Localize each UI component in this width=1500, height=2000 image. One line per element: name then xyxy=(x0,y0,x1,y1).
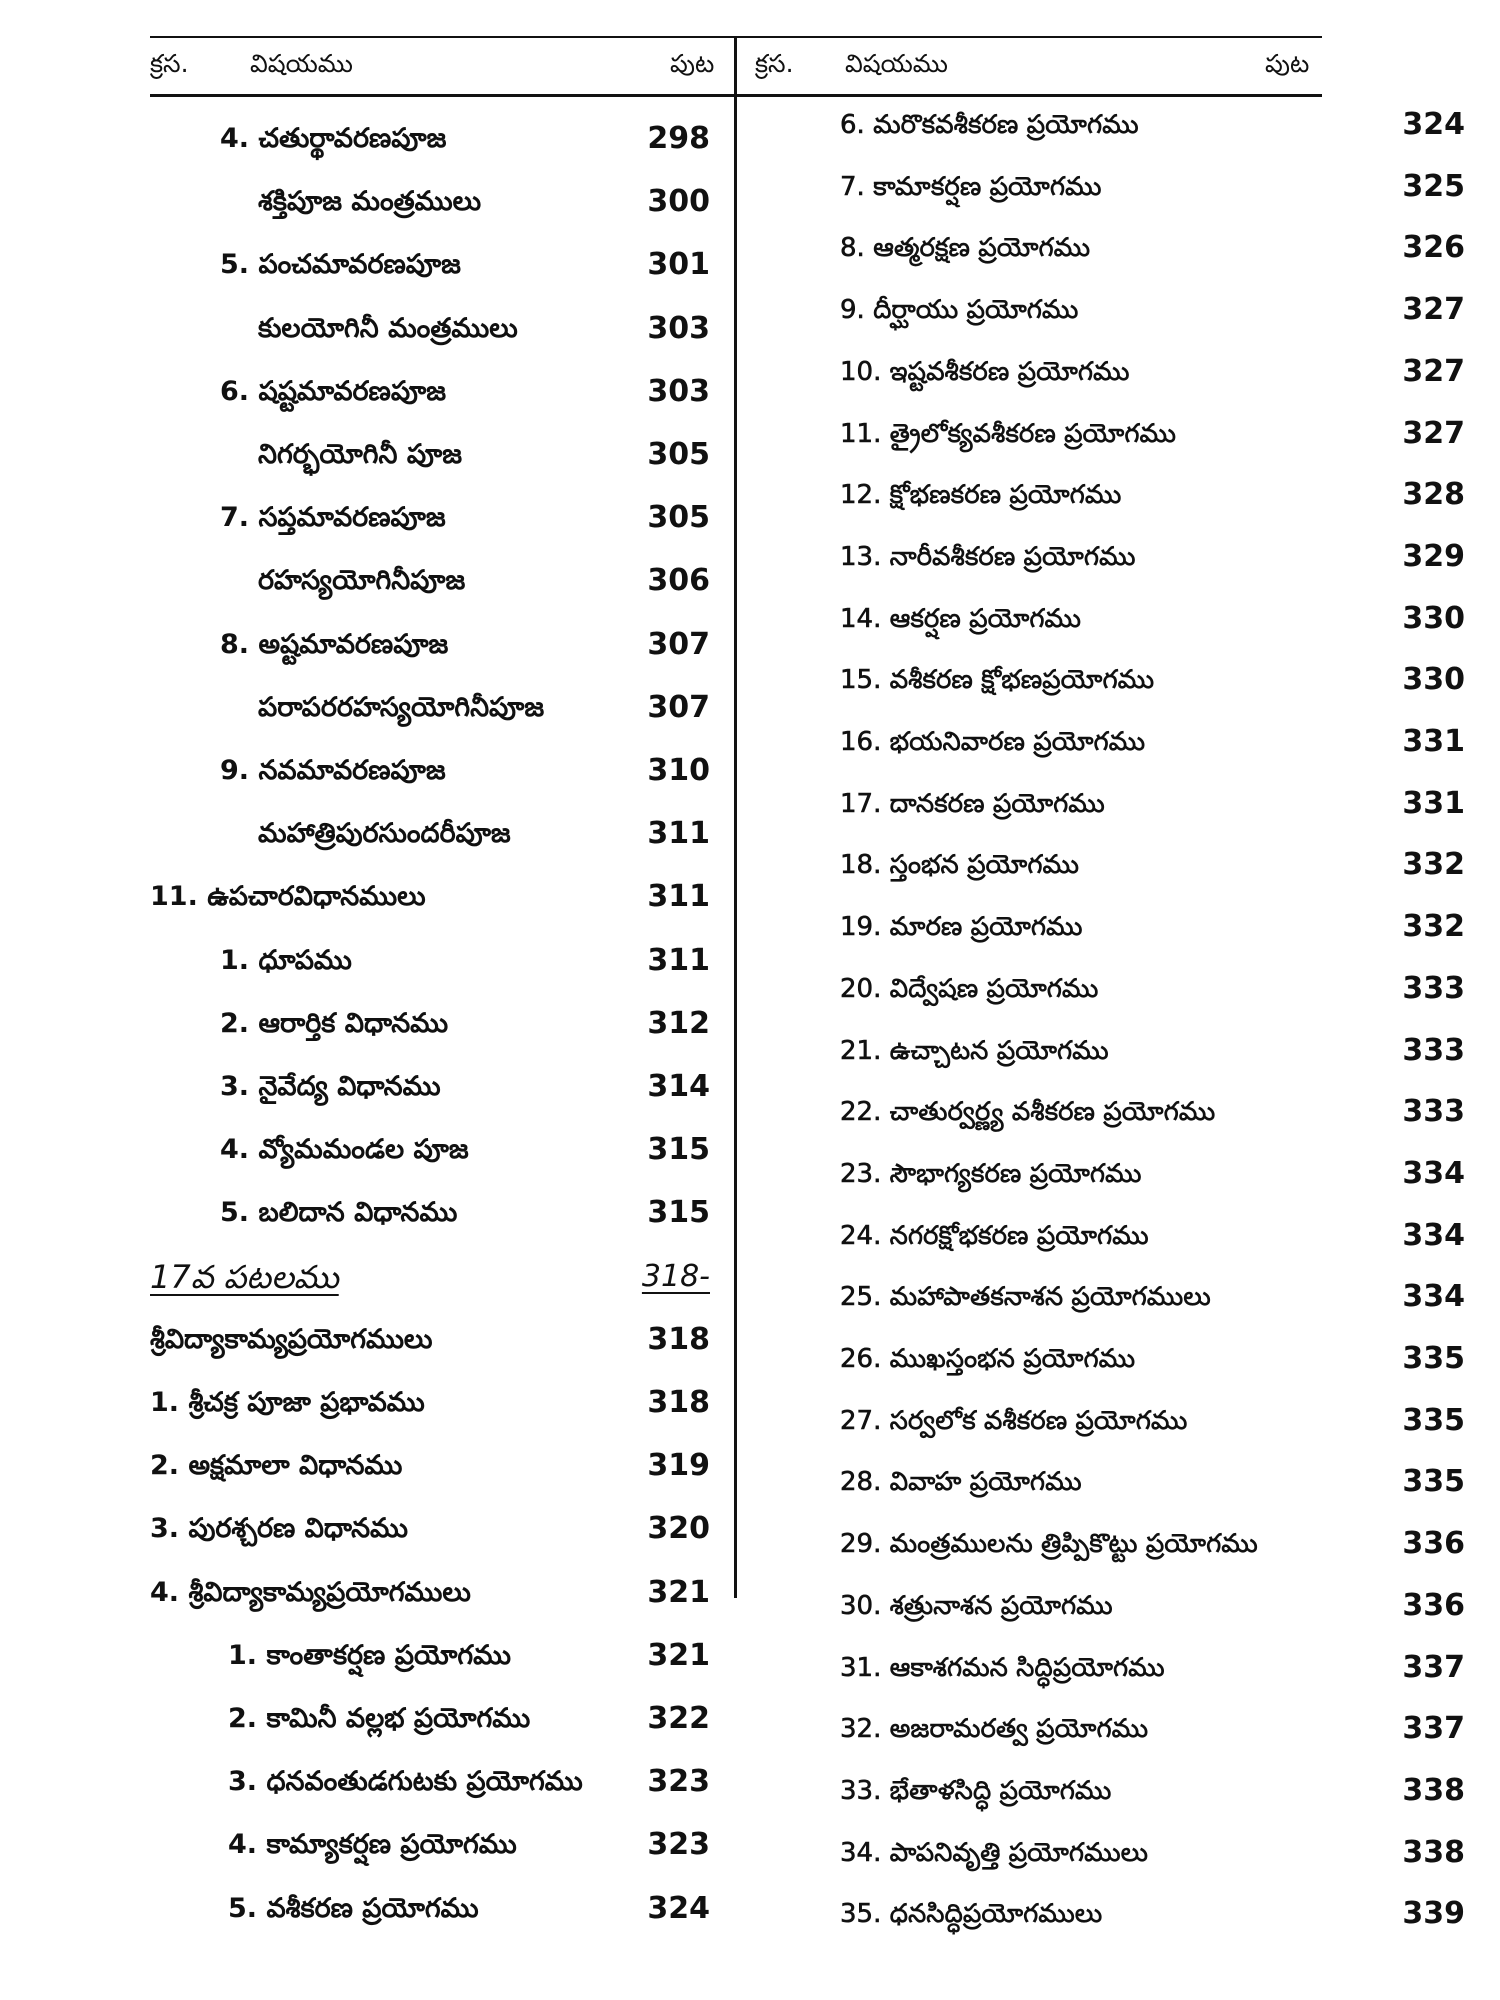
left-sno-header: క్రస. xyxy=(150,49,189,78)
entry-title: 24. నగరక్షోభకరణ ప్రయోగము xyxy=(840,1220,1149,1251)
entry-title: 15. వశీకరణ క్షోభణప్రయోగము xyxy=(840,665,1155,696)
toc-entry xyxy=(840,279,1480,341)
entry-title: 1. శ్రీచక్ర పూజా ప్రభావము xyxy=(150,1387,425,1418)
entry-page: 303 xyxy=(647,373,710,409)
entry-title: 10. ఇష్టవశీకరణ ప్రయోగము xyxy=(840,356,1130,387)
left-page-header: పుట xyxy=(670,49,715,78)
toc-entry xyxy=(0,1498,730,1560)
toc-entry xyxy=(0,1372,730,1434)
entry-title: 23. సౌభాగ్యకరణ ప్రయోగము xyxy=(840,1158,1142,1189)
entry-title: 16. భయనివారణ ప్రయోగము xyxy=(840,727,1146,757)
toc-entry xyxy=(0,866,730,928)
column-divider xyxy=(734,38,737,1598)
toc-entry xyxy=(0,1688,730,1750)
entry-page: 337 xyxy=(1402,1649,1465,1685)
entry-title: 7. సప్తమావరణపూజ xyxy=(220,502,446,534)
entry-page: 323 xyxy=(647,1764,710,1800)
entry-page: 337 xyxy=(1402,1711,1465,1747)
entry-page: 314 xyxy=(647,1069,710,1104)
left-subject-header: విషయము xyxy=(250,49,353,78)
entry-title: 33. భేతాళసిద్ధి ప్రయోగము xyxy=(840,1775,1112,1806)
entry-page: 324 xyxy=(1402,107,1465,142)
entry-title: 2. ఆరార్తిక విధానము xyxy=(220,1007,449,1039)
toc-entry xyxy=(0,1625,730,1687)
right-subject-header: విషయము xyxy=(845,49,948,78)
entry-page: 320 xyxy=(647,1511,710,1547)
toc-entry xyxy=(840,1143,1480,1205)
toc-entry xyxy=(0,1119,730,1181)
entry-title: 18. స్తంభన ప్రయోగము xyxy=(840,850,1079,881)
entry-title: 31. ఆకాశగమన సిద్ధిప్రయోగము xyxy=(840,1652,1165,1683)
entry-title: 32. అజరామరత్వ ప్రయోగము xyxy=(840,1714,1149,1745)
entry-title: శక్తిపూజ మంత్రములు xyxy=(258,186,482,218)
entry-page: 311 xyxy=(647,816,710,852)
entry-title: 17వ పటలము xyxy=(150,1257,339,1296)
entry-title: పరాపరరహస్యయోగినీపూజ xyxy=(258,691,545,723)
toc-entry xyxy=(840,588,1480,650)
entry-page: 315 xyxy=(647,1132,710,1168)
entry-page: 311 xyxy=(647,879,710,915)
toc-entry xyxy=(840,1760,1480,1822)
toc-entry xyxy=(840,1637,1480,1699)
entry-title: 9. నవమావరణపూజ xyxy=(220,755,446,786)
toc-entry xyxy=(840,1883,1480,1945)
toc-entry xyxy=(840,1513,1480,1575)
entry-page: 327 xyxy=(1402,292,1465,328)
entry-page: 327 xyxy=(1402,353,1465,389)
entry-title: 5. వశీకరణ ప్రయోగము xyxy=(228,1892,479,1924)
toc-entry xyxy=(0,740,730,802)
toc-entry xyxy=(840,217,1480,279)
entry-page: 307 xyxy=(647,689,710,725)
toc-entry xyxy=(840,403,1480,465)
entry-title: 11. ఉపచారవిధానములు xyxy=(150,881,426,913)
toc-entry xyxy=(840,1205,1480,1267)
entry-page: 334 xyxy=(1402,1217,1465,1253)
toc-entry xyxy=(840,1390,1480,1452)
entry-page: 328 xyxy=(1402,477,1465,513)
entry-page: 330 xyxy=(1402,662,1465,698)
entry-title: 26. ముఖస్తంభన ప్రయోగము xyxy=(840,1344,1136,1374)
toc-entry xyxy=(0,677,730,739)
toc-entry xyxy=(0,930,730,992)
entry-page: 307 xyxy=(647,626,710,662)
entry-page: 329 xyxy=(1402,538,1465,574)
entry-title: 1. కాంతాకర్షణ ప్రయోగము xyxy=(228,1639,511,1671)
entry-title: 17. దానకరణ ప్రయోగము xyxy=(840,788,1105,819)
entry-title: 3. నైవేద్య విధానము xyxy=(220,1071,441,1102)
entry-page: 325 xyxy=(1402,168,1465,204)
entry-title: 5. పంచమావరణపూజ xyxy=(220,249,461,281)
entry-page: 336 xyxy=(1402,1587,1465,1623)
toc-entry xyxy=(840,1266,1480,1328)
section-heading-row xyxy=(0,1246,730,1308)
entry-page: 322 xyxy=(647,1701,710,1736)
entry-title: 21. ఉచ్చాటన ప్రయోగము xyxy=(840,1035,1109,1066)
toc-entry xyxy=(840,156,1480,218)
entry-page: 318 xyxy=(647,1385,710,1420)
entry-title: 6. షష్టమావరణపూజ xyxy=(220,375,446,407)
entry-title: కులయోగినీ మంత్రములు xyxy=(258,312,518,344)
entry-title: 4. చతుర్థావరణపూజ xyxy=(220,123,447,154)
entry-page: 331 xyxy=(1402,785,1465,821)
toc-entry xyxy=(0,1562,730,1624)
entry-page: 301 xyxy=(647,247,710,283)
toc-entry xyxy=(840,711,1480,773)
entry-title: 4. కామ్యాకర్షణ ప్రయోగము xyxy=(228,1829,517,1861)
entry-title: 25. మహాపాతకనాశన ప్రయోగములు xyxy=(840,1282,1211,1313)
entry-page: 305 xyxy=(647,437,710,472)
toc-entry xyxy=(840,526,1480,588)
entry-page: 324 xyxy=(647,1890,710,1926)
entry-page: 334 xyxy=(1402,1155,1465,1191)
entry-title: 29. మంత్రములను త్రిప్పికొట్టు ప్రయోగము xyxy=(840,1529,1258,1560)
entry-page: 318- xyxy=(641,1258,710,1294)
entry-page: 311 xyxy=(647,942,710,978)
toc-entry xyxy=(840,1328,1480,1390)
toc-entry xyxy=(0,1814,730,1876)
entry-page: 306 xyxy=(647,563,710,599)
toc-entry xyxy=(840,834,1480,896)
entry-page: 333 xyxy=(1402,970,1465,1006)
entry-title: 2. అక్షమాలా విధానము xyxy=(150,1450,403,1482)
entry-page: 321 xyxy=(647,1637,710,1673)
toc-entry xyxy=(0,1056,730,1118)
toc-entry xyxy=(840,958,1480,1020)
entry-page: 335 xyxy=(1402,1341,1465,1376)
toc-entry xyxy=(0,1878,730,1940)
entry-title: 8. ఆత్మరక్షణ ప్రయోగము xyxy=(840,233,1091,264)
entry-title: 34. పాపనివృత్తి ప్రయోగములు xyxy=(840,1837,1149,1868)
entry-page: 335 xyxy=(1402,1464,1465,1500)
entry-page: 331 xyxy=(1402,724,1465,759)
toc-entry xyxy=(840,1020,1480,1082)
entry-page: 334 xyxy=(1402,1279,1465,1315)
entry-page: 303 xyxy=(647,310,710,346)
entry-page: 335 xyxy=(1402,1402,1465,1438)
entry-page: 310 xyxy=(647,753,710,788)
right-page-header: పుట xyxy=(1265,49,1310,78)
entry-page: 338 xyxy=(1402,1834,1465,1870)
entry-page: 330 xyxy=(1402,600,1465,636)
entry-title: 12. క్షోభణకరణ ప్రయోగము xyxy=(840,480,1122,511)
entry-page: 319 xyxy=(647,1448,710,1484)
entry-title: 13. నారీవశీకరణ ప్రయోగము xyxy=(840,541,1136,572)
entry-title: 19. మారణ ప్రయోగము xyxy=(840,912,1083,943)
entry-title: 5. బలిదాన విధానము xyxy=(220,1197,458,1229)
entry-title: 14. ఆకర్షణ ప్రయోగము xyxy=(840,603,1082,634)
toc-entry xyxy=(0,614,730,676)
entry-page: 298 xyxy=(647,121,710,156)
entry-title: మహాత్రిపురసుందరీపూజ xyxy=(258,818,511,850)
entry-page: 333 xyxy=(1402,1032,1465,1068)
entry-page: 327 xyxy=(1402,415,1465,451)
entry-title: శ్రీవిద్యాకామ్యప్రయోగములు xyxy=(150,1323,433,1355)
toc-entry xyxy=(840,773,1480,835)
toc-entry xyxy=(840,1698,1480,1760)
entry-page: 338 xyxy=(1402,1772,1465,1808)
toc-entry xyxy=(0,993,730,1055)
entry-page: 326 xyxy=(1402,230,1465,266)
toc-entry xyxy=(0,1435,730,1497)
entry-page: 332 xyxy=(1402,909,1465,945)
right-sno-header: క్రస. xyxy=(755,49,794,78)
entry-page: 336 xyxy=(1402,1526,1465,1562)
entry-title: 6. మరొకవశీకరణ ప్రయోగము xyxy=(840,110,1139,140)
entry-title: రహస్యయోగినీపూజ xyxy=(258,565,466,597)
toc-entry xyxy=(840,1451,1480,1513)
entry-title: 35. ధనసిద్ధిప్రయోగములు xyxy=(840,1899,1103,1930)
toc-entry xyxy=(0,234,730,296)
entry-title: 30. శత్రునాశన ప్రయోగము xyxy=(840,1590,1113,1621)
entry-title: 8. అష్టమావరణపూజ xyxy=(220,628,449,660)
toc-entry xyxy=(840,1081,1480,1143)
entry-title: 22. చాతుర్వర్ణ్య వశీకరణ ప్రయోగము xyxy=(840,1097,1216,1128)
toc-entry xyxy=(0,361,730,423)
entry-page: 318 xyxy=(647,1321,710,1357)
entry-page: 312 xyxy=(647,1005,710,1041)
entry-title: 9. దీర్ఘాయు ప్రయోగము xyxy=(840,295,1079,326)
entry-page: 333 xyxy=(1402,1094,1465,1130)
entry-page: 339 xyxy=(1402,1896,1465,1932)
entry-page: 315 xyxy=(647,1195,710,1231)
toc-entry xyxy=(840,94,1480,156)
toc-entry xyxy=(0,1182,730,1244)
toc-entry xyxy=(0,171,730,233)
entry-title: 7. కామాకర్షణ ప్రయోగము xyxy=(840,171,1102,202)
entry-title: 11. త్రైలోక్యవశీకరణ ప్రయోగము xyxy=(840,418,1177,449)
toc-entry xyxy=(840,1575,1480,1637)
toc-entry xyxy=(0,1309,730,1371)
toc-entry xyxy=(0,487,730,549)
entry-title: 3. పురశ్చరణ విధానము xyxy=(150,1513,408,1545)
entry-title: 27. సర్వలోక వశీకరణ ప్రయోగము xyxy=(840,1405,1188,1436)
toc-entry xyxy=(840,896,1480,958)
toc-entry xyxy=(0,298,730,360)
entry-page: 321 xyxy=(647,1574,710,1610)
toc-entry xyxy=(840,649,1480,711)
toc-entry xyxy=(0,550,730,612)
entry-page: 305 xyxy=(647,500,710,536)
entry-title: 3. ధనవంతుడగుటకు ప్రయోగము xyxy=(228,1766,583,1798)
entry-page: 300 xyxy=(647,184,710,220)
entry-page: 332 xyxy=(1402,847,1465,883)
entry-title: 2. కామినీ వల్లభ ప్రయోగము xyxy=(228,1703,531,1734)
entry-title: 28. వివాహ ప్రయోగము xyxy=(840,1467,1082,1498)
toc-entry xyxy=(0,803,730,865)
entry-title: 20. విద్వేషణ ప్రయోగము xyxy=(840,973,1099,1004)
toc-entry xyxy=(840,464,1480,526)
entry-title: నిగర్భయోగినీ పూజ xyxy=(258,439,462,470)
entry-title: 4. వ్యోమమండల పూజ xyxy=(220,1134,469,1166)
toc-entry xyxy=(0,424,730,486)
toc-entry xyxy=(0,1751,730,1813)
entry-page: 323 xyxy=(647,1827,710,1863)
entry-title: 1. ధూపము xyxy=(220,944,352,976)
toc-entry xyxy=(840,1822,1480,1884)
toc-entry xyxy=(840,341,1480,403)
toc-entry xyxy=(0,108,730,170)
entry-title: 4. శ్రీవిద్యాకామ్యప్రయోగములు xyxy=(150,1576,471,1608)
